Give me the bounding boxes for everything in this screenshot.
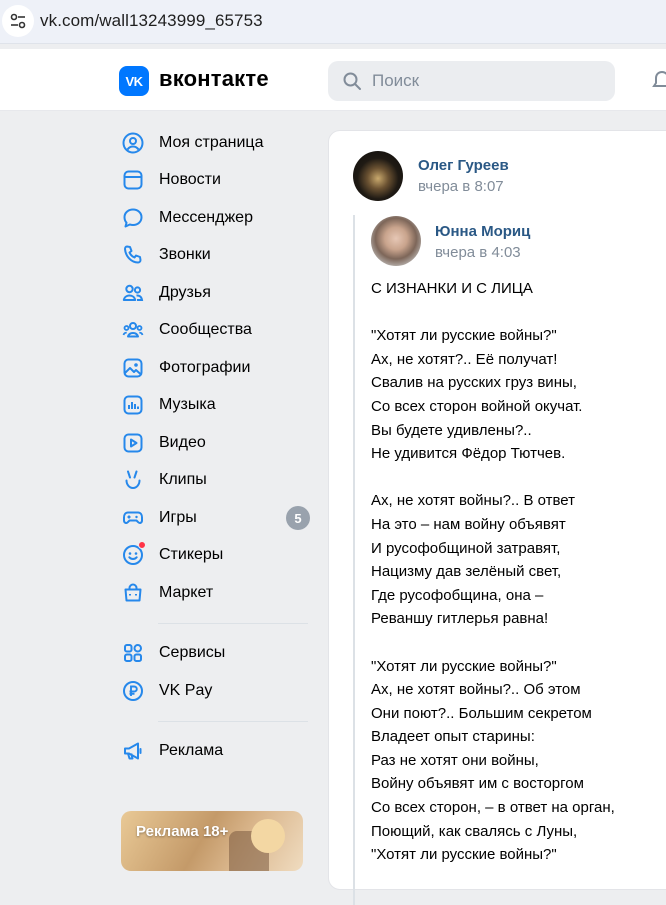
sidebar-item-photo[interactable] xyxy=(110,349,320,387)
video-icon xyxy=(121,431,145,455)
poem-line: "Хотят ли русские войны?" xyxy=(371,657,557,675)
sidebar-item-vkpay[interactable] xyxy=(110,672,320,710)
sidebar-item-games[interactable] xyxy=(110,499,320,537)
ad-label: Реклама 18+ xyxy=(136,823,229,840)
sidebar-item-communities[interactable] xyxy=(110,312,320,350)
sidebar-item-message[interactable] xyxy=(110,199,320,237)
sidebar-item-phone[interactable] xyxy=(110,237,320,275)
sidebar-item-megaphone[interactable] xyxy=(110,733,320,771)
repost-author-avatar[interactable] xyxy=(371,216,421,266)
photo-icon xyxy=(121,356,145,380)
poem-line: Они поют?.. Большим секретом xyxy=(371,704,592,722)
tune-icon xyxy=(9,12,27,30)
poem-line: На это – нам войну объявят xyxy=(371,515,566,533)
sidebar-item-label: Стикеры xyxy=(159,546,224,564)
poem-stanza xyxy=(371,324,666,466)
post-time[interactable]: вчера в 8:07 xyxy=(418,178,504,195)
vk-logo[interactable]: VK xyxy=(119,66,149,96)
notifications-bell-icon[interactable] xyxy=(650,69,666,93)
news-icon xyxy=(121,168,145,192)
sidebar-item-label: Моя страница xyxy=(159,133,264,151)
poem-line: Владеет опыт старины: xyxy=(371,728,535,746)
poem-line: Ах, не хотят войны?.. Об этом xyxy=(371,681,581,699)
poem-line: Нацизму дав зелёный свет, xyxy=(371,563,562,581)
message-icon xyxy=(121,206,145,230)
post-text xyxy=(371,277,666,890)
sidebar-item-label: Друзья xyxy=(159,283,211,301)
vk-wordmark[interactable]: вконтакте xyxy=(159,66,269,91)
poem-line: Где русофобщина, она – xyxy=(371,586,544,604)
search-input[interactable] xyxy=(372,61,602,101)
sidebar-item-label: Видео xyxy=(159,433,206,451)
services-icon xyxy=(121,641,145,665)
sidebar-divider xyxy=(158,721,308,722)
left-sidebar xyxy=(110,124,320,770)
friends-icon xyxy=(121,281,145,305)
poem-line: "Хотят ли русские войны?" xyxy=(371,327,557,345)
search-icon xyxy=(342,71,362,91)
poem-title: С ИЗНАНКИ И С ЛИЦА xyxy=(371,280,533,297)
sidebar-item-label: Мессенджер xyxy=(159,208,253,226)
poem-line: Свалив на русских груз вины, xyxy=(371,374,577,392)
poem-stanza xyxy=(371,655,666,867)
sidebar-item-label: Музыка xyxy=(159,396,216,414)
stickers-icon xyxy=(121,543,145,567)
market-icon xyxy=(121,581,145,605)
poem-line: Ах, не хотят?.. Её получат! xyxy=(371,350,558,368)
clips-icon xyxy=(121,468,145,492)
sidebar-item-label: VK Pay xyxy=(159,681,213,699)
counter-badge: 5 xyxy=(286,506,310,530)
sidebar-item-label: Сообщества xyxy=(159,321,252,339)
poem-line: И русофобщиной затравят, xyxy=(371,539,561,557)
sidebar-item-label: Звонки xyxy=(159,246,211,264)
sidebar-item-label: Сервисы xyxy=(159,644,226,662)
poem-line: Войну объявят им с восторгом xyxy=(371,775,584,793)
sidebar-item-label: Клипы xyxy=(159,471,207,489)
sidebar-item-label: Фотографии xyxy=(159,358,251,376)
ad-image-face xyxy=(251,819,285,853)
phone-icon xyxy=(121,243,145,267)
sidebar-item-friends[interactable] xyxy=(110,274,320,312)
ad-banner[interactable] xyxy=(121,811,303,871)
communities-icon xyxy=(121,318,145,342)
poem-line: "Хотят ли русские войны?" xyxy=(371,846,557,864)
poem-line: Поющий, как свалясь с Луны, xyxy=(371,822,578,840)
sidebar-item-label: Маркет xyxy=(159,583,214,601)
music-icon xyxy=(121,393,145,417)
sidebar-item-clips[interactable] xyxy=(110,462,320,500)
sidebar-item-user-circle[interactable] xyxy=(110,124,320,162)
sidebar-item-label: Игры xyxy=(159,508,197,526)
poem-line: Вы будете удивлены?.. xyxy=(371,421,532,439)
poem-line: Со всех сторон войной окучат. xyxy=(371,397,583,415)
url-field[interactable]: vk.com/wall13243999_65753 xyxy=(40,11,263,30)
wall-post xyxy=(328,130,666,890)
sidebar-item-services[interactable] xyxy=(110,635,320,673)
sidebar-item-video[interactable] xyxy=(110,424,320,462)
poem-stanza xyxy=(371,489,666,631)
sidebar-item-news[interactable] xyxy=(110,162,320,200)
sidebar-item-market[interactable] xyxy=(110,574,320,612)
poem-line: Не удивится Фёдор Тютчев. xyxy=(371,445,566,463)
sidebar-item-label: Реклама xyxy=(159,742,224,760)
poem-line: Ах, не хотят войны?.. В ответ xyxy=(371,492,576,510)
repost-time[interactable]: вчера в 4:03 xyxy=(435,244,521,261)
vkpay-icon xyxy=(121,679,145,703)
post-author[interactable]: Олег Гуреев xyxy=(418,157,509,174)
vk-header xyxy=(0,49,666,111)
poem-line: Со всех сторон, – в ответ на орган, xyxy=(371,799,615,817)
sidebar-divider xyxy=(158,623,308,624)
site-settings-button[interactable] xyxy=(2,5,34,37)
user-circle-icon xyxy=(121,131,145,155)
repost-author[interactable]: Юнна Мориц xyxy=(435,223,531,240)
poem-line: Раз не хотят они войны, xyxy=(371,751,539,769)
games-icon xyxy=(121,506,145,530)
poem-line: Реваншу гитлерья равна! xyxy=(371,610,549,628)
sidebar-item-stickers[interactable] xyxy=(110,537,320,575)
sidebar-item-music[interactable] xyxy=(110,387,320,425)
browser-address-bar xyxy=(0,0,666,44)
repost-line xyxy=(353,215,355,905)
megaphone-icon xyxy=(121,739,145,763)
author-avatar[interactable] xyxy=(353,151,403,201)
sidebar-item-label: Новости xyxy=(159,171,221,189)
search-box[interactable] xyxy=(328,61,615,101)
